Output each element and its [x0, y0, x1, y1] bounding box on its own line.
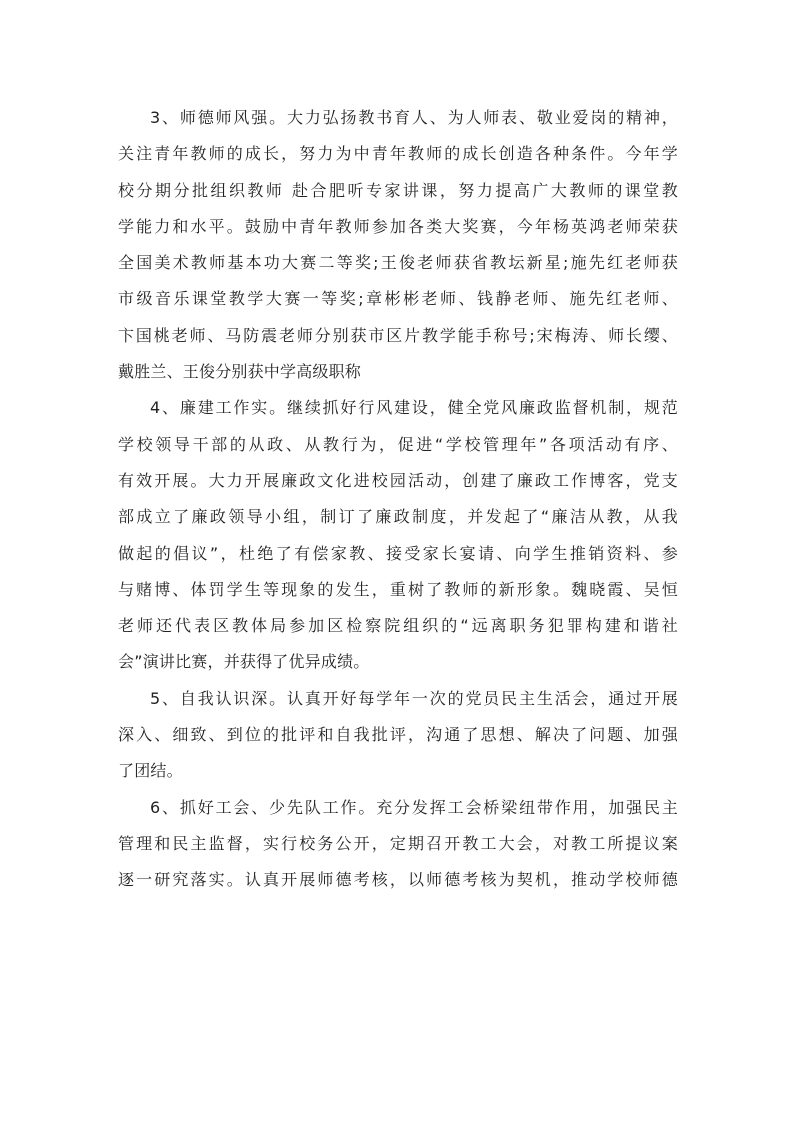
text-line: 会”演讲比赛，并获得了优异成绩。 [118, 652, 370, 672]
paragraph-union-work [118, 790, 678, 899]
paragraph-integrity-work [118, 390, 678, 680]
text-line: 学校领导干部的从政、从教行为，促进“学校管理年”各项活动有序、 [118, 434, 678, 454]
text-line: 与赌博、体罚学生等现象的发生，重树了教师的新形象。魏晓霞、吴恒 [118, 579, 678, 599]
text-line: 5、自我认识深。认真开好每学年一次的党员民主生活会，通过开展 [150, 688, 678, 708]
text-line: 6、抓好工会、少先队工作。充分发挥工会桥梁纽带作用，加强民主 [150, 797, 678, 817]
text-line: 部成立了廉政领导小组，制订了廉政制度，并发起了“廉洁从教，从我 [118, 507, 678, 527]
text-line: 全国美术教师基本功大赛二等奖;王俊老师获省教坛新星;施先红老师获 [118, 253, 678, 273]
text-line: 做起的倡议”，杜绝了有偿家教、接受家长宴请、向学生推销资料、参 [118, 543, 678, 563]
text-line: 有效开展。大力开展廉政文化进校园活动，创建了廉政工作博客，党支 [118, 470, 678, 490]
text-line: 逐一研究落实。认真开展师德考核，以师德考核为契机，推动学校师德 [118, 870, 678, 890]
text-line: 校分期分批组织教师 赴合肥听专家讲课，努力提高广大教师的课堂教 [118, 180, 678, 200]
paragraph-teacher-ethics [118, 100, 678, 390]
text-line: 4、廉建工作实。继续抓好行风建设，健全党风廉政监督机制，规范 [150, 398, 678, 418]
text-line: 关注青年教师的成长，努力为中青年教师的成长创造各种条件。今年学 [118, 144, 678, 164]
text-line: 3、师德师风强。大力弘扬教书育人、为人师表、敬业爱岗的精神， [150, 108, 678, 127]
document-page [118, 100, 678, 899]
text-line: 卞国桃老师、马防震老师分别获市区片教学能手称号;宋梅涛、师长缨、 [118, 325, 678, 345]
text-line: 戴胜兰、王俊分别获中学高级职称 [118, 362, 362, 382]
paragraph-self-knowledge [118, 681, 678, 790]
text-line: 市级音乐课堂教学大赛一等奖;章彬彬老师、钱静老师、施先红老师、 [118, 289, 678, 309]
text-line: 老师还代表区教体局参加区检察院组织的“远离职务犯罪构建和谐社 [118, 616, 678, 636]
text-line: 学能力和水平。鼓励中青年教师参加各类大奖赛，今年杨英鸿老师荣获 [118, 216, 678, 236]
text-line: 管理和民主监督，实行校务公开，定期召开教工大会，对教工所提议案 [118, 833, 678, 853]
text-line: 了团结。 [118, 761, 183, 781]
text-line: 深入、细致、到位的批评和自我批评，沟通了思想、解决了问题、加强 [118, 725, 678, 745]
